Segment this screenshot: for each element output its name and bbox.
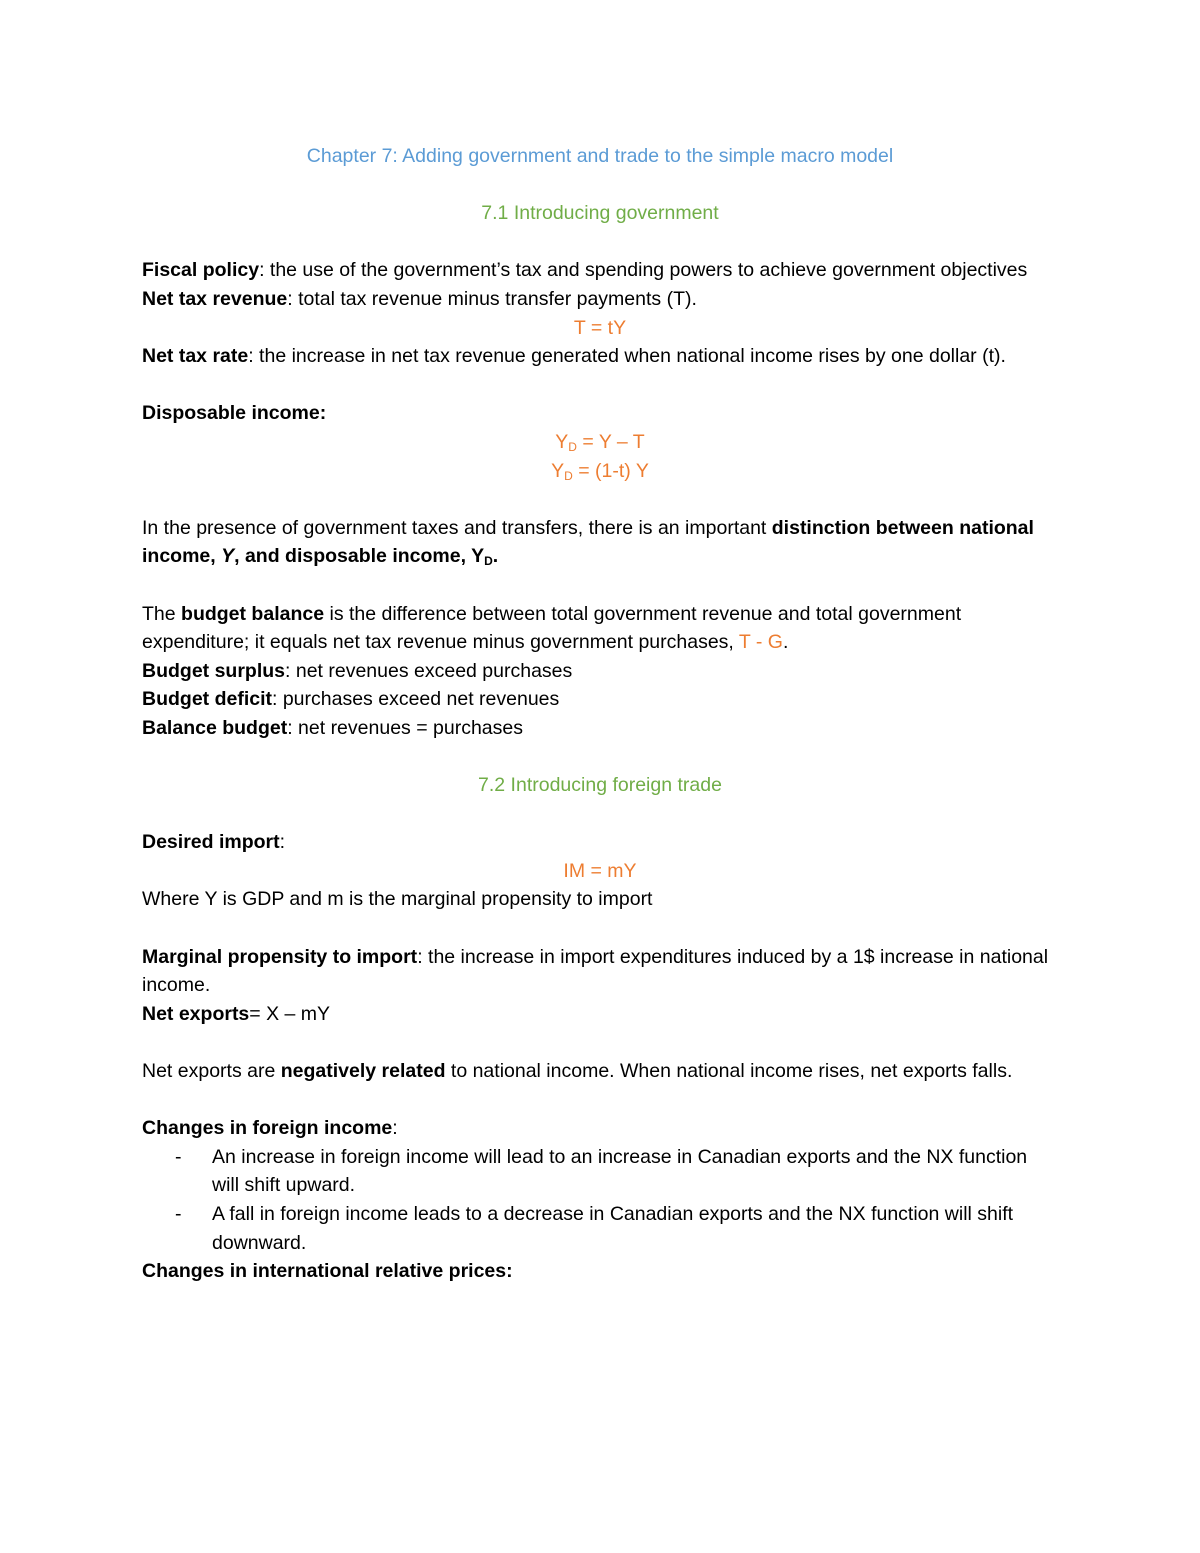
net-tax-rate-text: : the increase in net tax revenue generated when national income rises by one dollar (t). xyxy=(248,345,1006,368)
eq-yd1-y: Y xyxy=(555,430,569,453)
budget-balance-term: budget balance xyxy=(181,602,325,625)
budget-surplus-term: Budget surplus xyxy=(142,659,286,682)
section-heading-government: 7.1 Introducing government xyxy=(481,202,719,225)
net-tax-revenue-definition xyxy=(142,285,1058,314)
net-exports-definition xyxy=(142,1000,1058,1029)
fiscal-policy-text: : the use of the government’s tax and spending powers to achieve government objectives xyxy=(259,259,1028,282)
budget-deficit-definition xyxy=(142,685,1058,714)
equation-import: IM = mY xyxy=(563,859,637,882)
list-item xyxy=(142,1143,1058,1200)
disposable-income-term: Disposable income: xyxy=(142,402,327,425)
budget-surplus-text: : net revenues exceed purchases xyxy=(285,659,573,682)
bb-pre: The xyxy=(142,602,182,625)
desired-import-label xyxy=(142,828,1058,857)
balance-budget-definition xyxy=(142,714,1058,743)
foreign-income-term: Changes in foreign income xyxy=(142,1117,393,1140)
eq-yd2-y: Y xyxy=(551,459,565,482)
balance-budget-text: : net revenues = purchases xyxy=(287,716,523,739)
dash-bullet: - xyxy=(175,1145,182,1168)
eq-yd2-sub: D xyxy=(564,468,573,483)
eq-yd2-rest: = (1-t) Y xyxy=(572,459,649,482)
nx-rel-pre: Net exports are xyxy=(142,1060,281,1082)
budget-deficit-term: Budget deficit xyxy=(142,688,272,711)
net-exports-text: = X – mY xyxy=(249,1002,331,1025)
mpi-term: Marginal propensity to import xyxy=(142,945,418,968)
fiscal-policy-definition xyxy=(142,256,1058,285)
dash-bullet: - xyxy=(175,1202,182,1225)
foreign-income-label xyxy=(142,1114,1058,1143)
distinction-pre: In the presence of government taxes and transfers, there is an important xyxy=(142,516,772,539)
equation-yd-1 xyxy=(142,428,1058,457)
net-tax-rate-term: Net tax rate xyxy=(142,345,249,368)
list-item-text: An increase in foreign income will lead to an increase in Canadian exports and the NX function will shift upward. xyxy=(212,1145,1028,1197)
net-tax-revenue-term: Net tax revenue xyxy=(142,287,288,310)
fiscal-policy-term: Fiscal policy xyxy=(142,259,260,282)
disposable-income-label xyxy=(142,399,1058,428)
desired-import-term: Desired import xyxy=(142,831,280,854)
distinction-paragraph xyxy=(142,514,1058,571)
distinction-bold-a: distinction between national income, xyxy=(142,516,1034,568)
net-exports-term: Net exports xyxy=(142,1002,250,1025)
distinction-bold-end: . xyxy=(492,545,499,568)
list-item xyxy=(142,1200,1058,1257)
chapter-title: Chapter 7: Adding government and trade to the simple macro model xyxy=(306,145,894,167)
budget-deficit-text: : purchases exceed net revenues xyxy=(272,688,560,711)
relative-prices-colon: : xyxy=(506,1260,513,1283)
distinction-bold-sub: D xyxy=(484,554,493,569)
net-tax-revenue-text: : total tax revenue minus transfer payments (T). xyxy=(287,287,697,310)
budget-surplus-definition xyxy=(142,657,1058,686)
distinction-bold-y: Y xyxy=(221,545,235,568)
nx-rel-post: to national income. When national income rises, net exports falls. xyxy=(445,1060,1013,1082)
foreign-income-list xyxy=(142,1143,1058,1257)
relative-prices-label xyxy=(142,1257,1058,1286)
section-heading-trade: 7.2 Introducing foreign trade xyxy=(478,774,722,797)
bb-mid: is the difference between total government revenue and total government expenditure; it equals net tax revenue minus government purchases, xyxy=(142,602,962,654)
net-tax-rate-definition xyxy=(142,342,1058,371)
nx-rel-bold: negatively related xyxy=(280,1060,446,1082)
equation-tax: T = tY xyxy=(573,316,627,339)
bb-equation: T - G xyxy=(738,631,783,654)
list-item-text: A fall in foreign income leads to a decrease in Canadian exports and the NX function will shift downward. xyxy=(212,1202,1014,1254)
budget-balance-paragraph xyxy=(142,600,1058,657)
net-exports-relation xyxy=(142,1057,1058,1086)
bb-end: . xyxy=(782,631,789,654)
relative-prices-term: Changes in international relative prices xyxy=(142,1260,507,1283)
desired-import-colon: : xyxy=(279,831,286,854)
balance-budget-term: Balance budget xyxy=(142,716,288,739)
equation-yd-2 xyxy=(142,457,1058,486)
foreign-income-colon: : xyxy=(392,1117,398,1140)
mpi-text: : the increase in import expenditures induced by a 1$ increase in national income. xyxy=(142,945,1049,997)
where-text: Where Y is GDP and m is the marginal propensity to import xyxy=(142,888,653,911)
eq-yd1-rest: = Y – T xyxy=(576,430,645,453)
distinction-bold-mid: , and disposable income, Y xyxy=(234,545,485,568)
mpi-definition xyxy=(142,943,1058,1000)
eq-yd1-sub: D xyxy=(568,439,577,454)
